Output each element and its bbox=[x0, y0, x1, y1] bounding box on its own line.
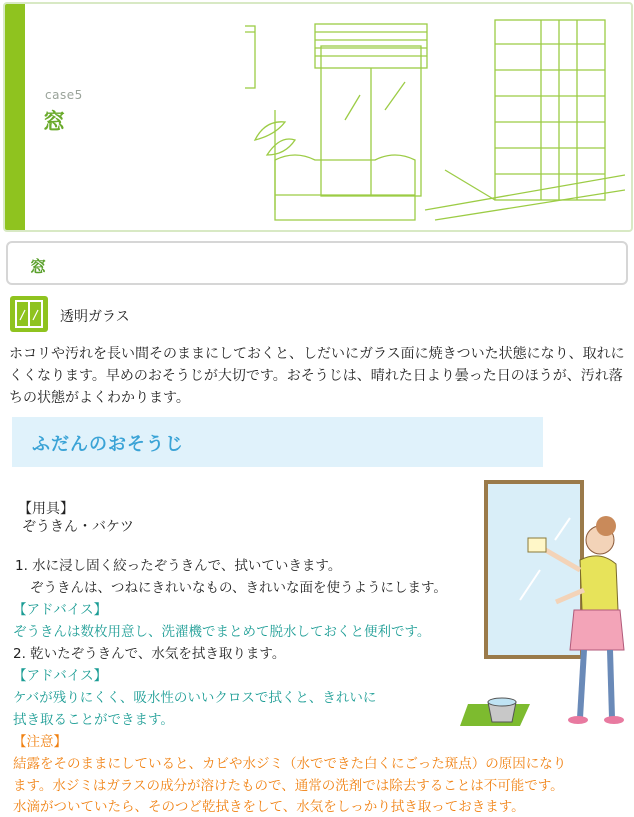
case-label: case5 bbox=[45, 88, 83, 102]
section-title: 窓 bbox=[30, 257, 47, 276]
advice-2-line1: ケバが残りにくく、吸水性のいいクロスで拭くと、きれいに bbox=[13, 690, 377, 706]
banner-title: ふだんのおそうじ bbox=[32, 434, 184, 455]
window-icon bbox=[10, 296, 48, 332]
caution-line3: 水滴がついていたら、そのつど乾拭きをして、水気をしっかり拭き取っておきます。 bbox=[13, 799, 525, 815]
glass-type-label: 透明ガラス bbox=[60, 309, 130, 325]
section-heading-box bbox=[6, 241, 628, 285]
caution-label: 【注意】 bbox=[13, 734, 67, 750]
intro-paragraph: ホコリや汚れを長い間そのままにしておくと、しだいにガラス面に焼きついた状態になり、取れにくくなります。早めのおそうじが大切です。おそうじは、晴れた日より曇った日のほうが、汚れ落ちの状態がよくわかります。 bbox=[9, 346, 625, 406]
advice-2-line2: 拭き取ることができます。 bbox=[13, 712, 174, 728]
advice-1-text: ぞうきんは数枚用意し、洗濯機でまとめて脱水しておくと便利です。 bbox=[13, 624, 431, 640]
step-1: 1. 水に浸し固く絞ったぞうきんで、拭いていきます。 bbox=[15, 558, 342, 574]
tools-heading: 【用具】 bbox=[18, 501, 74, 517]
caution-line2: ます。水ジミはガラスの成分が溶けたもので、通常の洗剤では除去することは不可能です。 bbox=[13, 778, 564, 794]
room-window-illustration bbox=[245, 10, 625, 228]
advice-2-label: 【アドバイス】 bbox=[13, 668, 108, 684]
person-cleaning-window-illustration bbox=[460, 480, 630, 730]
hero-title: 窓 bbox=[43, 110, 66, 135]
hero-banner bbox=[3, 2, 633, 232]
step-2: 2. 乾いたぞうきんで、水気を拭き取ります。 bbox=[13, 646, 286, 662]
step-1-note: ぞうきんは、つねにきれいなもの、きれいな面を使うようにします。 bbox=[30, 580, 447, 596]
hero-accent-bar bbox=[5, 4, 25, 230]
daily-cleaning-banner bbox=[12, 417, 543, 467]
advice-1-label: 【アドバイス】 bbox=[13, 602, 108, 618]
caution-line1: 結露をそのままにしていると、カビや水ジミ（水でできた白くにごった斑点）の原因になり bbox=[13, 756, 567, 772]
tools-items: ぞうきん・バケツ bbox=[22, 519, 134, 535]
